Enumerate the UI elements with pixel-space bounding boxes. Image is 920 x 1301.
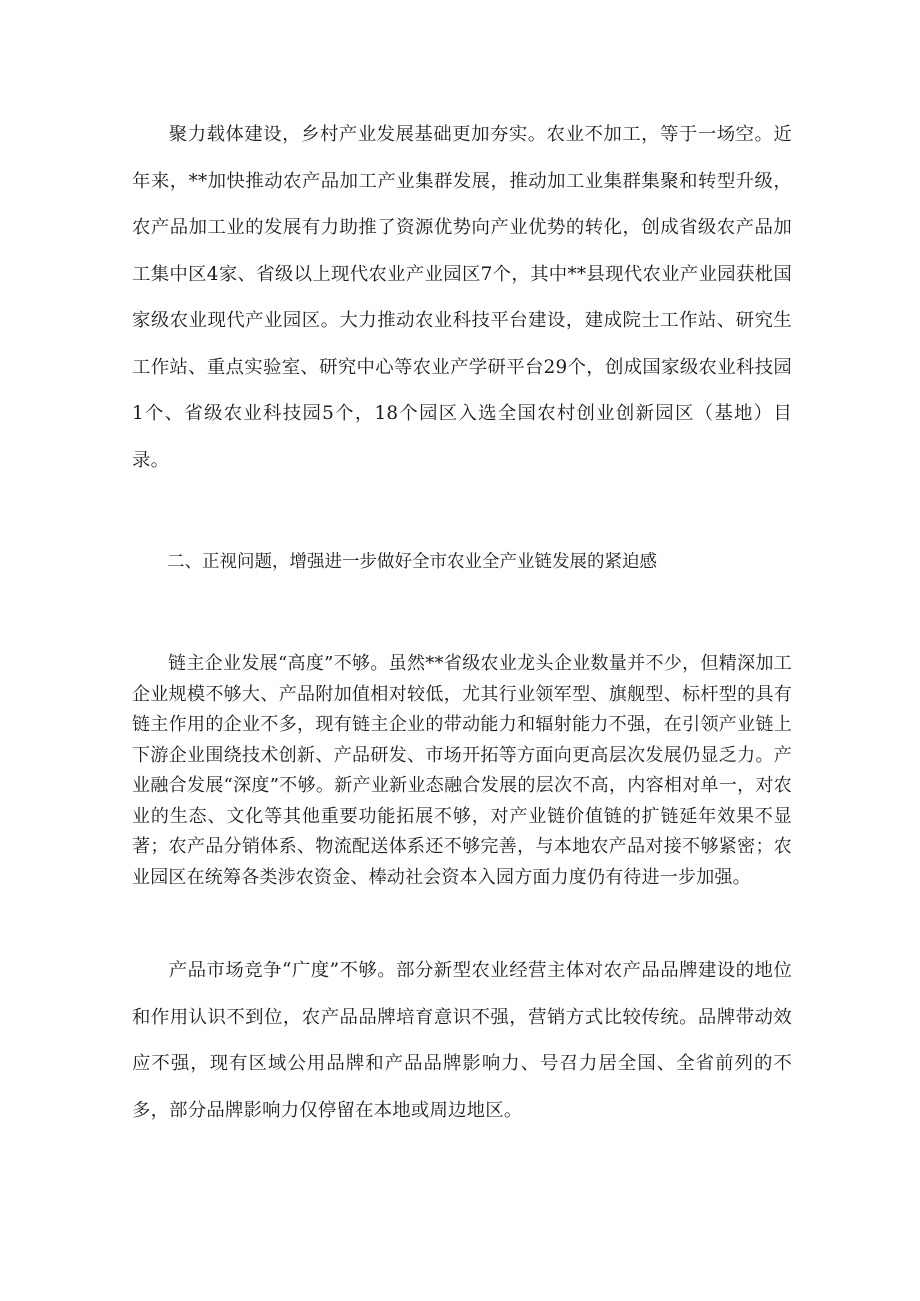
paragraph-market-competition: 产品市场竞争“广度”不够。部分新型农业经营主体对农产品品牌建设的地位和作用认识不到位，农产品品牌培育意识不强，营销方式比较传统。品牌带动效应不强，现有区域公用品牌和产品品牌影响力、号召力居全国、全省前列的不多，部分品牌影响力仅停留在本地或周边地区。 <box>132 960 792 1121</box>
paragraph-chain-leader-enterprises: 链主企业发展“高度”不够。虽然**省级农业龙头企业数量并不少，但精深加工企业规模不够大、产品附加值相对较低，尤其行业领军型、旗舰型、标杆型的具有链主作用的企业不多，现有链主企业的带动能力和辐射能力不强，在引领产业链上下游企业围绕技术创新、产品研发、市场开拓等方面向更高层次发展仍显乏力。产业融合发展“深度”不够。新产业新业态融合发展的层次不高，内容相对单一，对农业的生态、文化等其他重要功能拓展不够，对产业链价值链的扩链延年效果不显著；农产品分销体系、物流配送体系还不够完善，与本地农产品对接不够紧密；农业园区在统筹各类涉农资金、棒动社会资本入园方面力度仍有待进一步加强。 <box>132 653 792 888</box>
section-heading: 二、正视问题，增强进一步做好全市农业全产业链发展的紧迫感 <box>167 552 657 572</box>
paragraph-carrier-construction: 聚力载体建设，乡村产业发展基础更加夯实。农业不加工，等于一场空。近年来，**加快推动农产品加工产业集群发展，推动加工业集群集聚和转型升级，农产品加工业的发展有力助推了资源优势向产业优势的转化，创成省级农产品加工集中区4家、省级以上现代农业产业园区7个，其中**县现代农业产业园获枇国家级农业现代产业园区。大力推动农业科技平台建设，建成院士工作站、研究生工作站、重点实验室、研究中心等农业产学研平台29个，创成国家级农业科技园1个、省级农业科技园5个，18个园区入选全国农村创业创新园区（基地）目录。 <box>132 124 792 471</box>
